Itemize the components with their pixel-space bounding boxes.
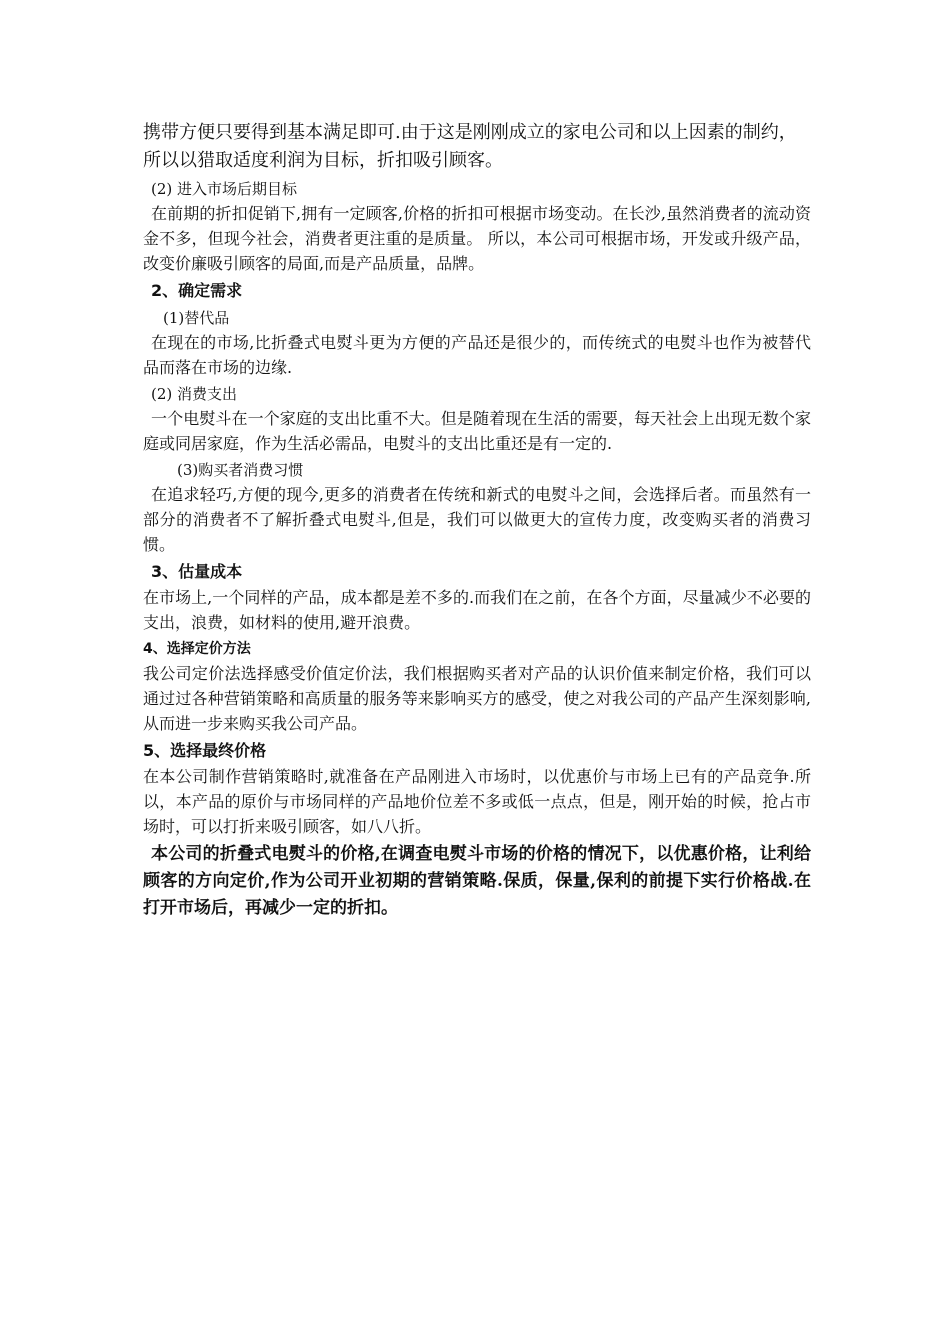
intro-paragraph: 携带方便只要得到基本满足即可.由于这是刚刚成立的家电公司和以上因素的制约，所以以猎取适度利润为目标，折扣吸引顾客。	[143, 122, 797, 171]
subheading-later-stage-goal: (2) 进入市场后期目标	[151, 180, 298, 198]
document-body	[143, 119, 811, 922]
heading-pricing-method: 4、选择定价方法	[143, 641, 251, 657]
conclusion-paragraph: 本公司的折叠式电熨斗的价格,在调查电熨斗市场的价格的情况下，以优惠价格，让利给顾客的方向定价,作为公司开业初期的营销策略.保质，保量,保利的前提下实行价格战.在打开市场后，再减少一定的折扣。	[143, 844, 811, 918]
subheading-substitute: (1)替代品	[163, 309, 230, 327]
cost-paragraph: 在市场上,一个同样的产品，成本都是差不多的.而我们在之前，在各个方面，尽量减少不必要的支出，浪费，如材料的使用,避开浪费。	[143, 588, 811, 632]
spending-paragraph: 一个电熨斗在一个家庭的支出比重不大。但是随着现在生活的需要，每天社会上出现无数个家庭或同居家庭，作为生活必需品，电熨斗的支出比重还是有一定的.	[143, 409, 811, 453]
subheading-buyer-habit: (3)购买者消费习惯	[177, 461, 304, 479]
pricing-method-paragraph: 我公司定价法选择感受价值定价法，我们根据购买者对产品的认识价值来制定价格，我们可以通过过各种营销策略和高质量的服务等来影响买方的感受，使之对我公司的产品产生深刻影响,从而进一步来购买我公司产品。	[143, 664, 811, 733]
heading-estimate-cost: 3、估量成本	[151, 562, 243, 581]
heading-determine-demand: 2、确定需求	[151, 281, 243, 300]
subheading-spending: (2) 消费支出	[151, 385, 238, 403]
final-price-paragraph: 在本公司制作营销策略时,就准备在产品刚进入市场时，以优惠价与市场上已有的产品竞争.所以，本产品的原价与市场同样的产品地价位差不多或低一点点，但是，刚开始的时候，抢占市场时，可以打折来吸引顾客，如八八折。	[143, 767, 811, 836]
later-stage-paragraph: 在前期的折扣促销下,拥有一定顾客,价格的折扣可根据市场变动。在长沙,虽然消费者的流动资金不多，但现今社会，消费者更注重的是质量。 所以，本公司可根据市场，开发或升级产品，改变价廉吸引顾客的局面,而是产品质量，品牌。	[143, 204, 811, 273]
heading-final-price: 5、选择最终价格	[143, 741, 267, 760]
buyer-habit-paragraph: 在追求轻巧,方便的现今,更多的消费者在传统和新式的电熨斗之间，会选择后者。而虽然有一部分的消费者不了解折叠式电熨斗,但是，我们可以做更大的宣传力度，改变购买者的消费习惯。	[143, 485, 811, 554]
substitute-paragraph: 在现在的市场,比折叠式电熨斗更为方便的产品还是很少的，而传统式的电熨斗也作为被替代品而落在市场的边缘.	[143, 333, 811, 377]
